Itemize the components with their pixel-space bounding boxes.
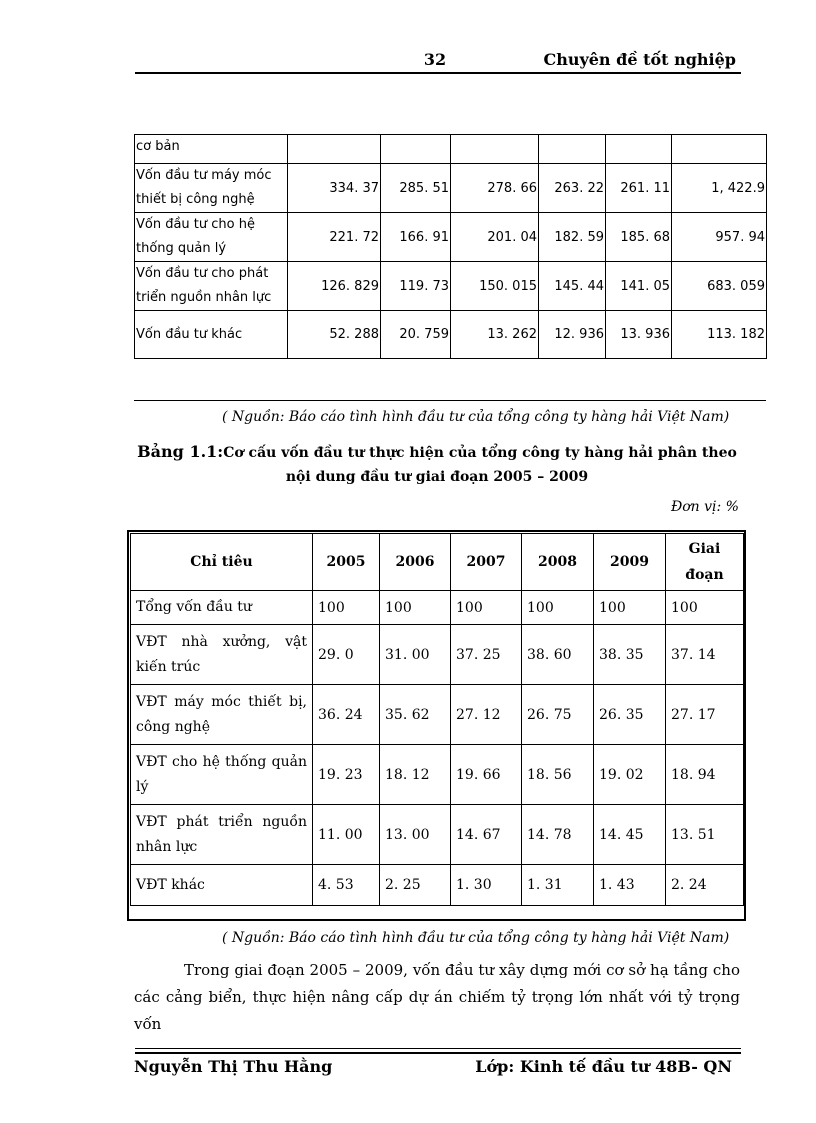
table-cell bbox=[451, 135, 539, 164]
row-label: cơ bản bbox=[135, 135, 288, 164]
table-cell: 12. 936 bbox=[539, 311, 606, 359]
table-row bbox=[131, 685, 744, 745]
table-cell: 37. 14 bbox=[666, 625, 744, 685]
table-cell: 119. 73 bbox=[381, 262, 451, 311]
row-label: Vốn đầu tư khác bbox=[135, 311, 288, 359]
paragraph-line: Trong giai đoạn 2005 – 2009, vốn đầu tư xây dựng mới cơ sở hạ tầng cho bbox=[184, 961, 740, 979]
table-header-row bbox=[131, 534, 744, 591]
column-header: 2006 bbox=[380, 534, 451, 591]
table-cell: 166. 91 bbox=[381, 213, 451, 262]
column-header: Chỉ tiêu bbox=[131, 534, 313, 591]
table-cell: 35. 62 bbox=[380, 685, 451, 745]
table-cell: 38. 60 bbox=[522, 625, 594, 685]
table-cell: 31. 00 bbox=[380, 625, 451, 685]
unit-label: Đơn vị: % bbox=[670, 499, 739, 515]
paragraph-line: các cảng biển, thực hiện nâng cấp dự án chiếm tỷ trọng lớn nhất với tỷ trọng vốn bbox=[134, 988, 740, 1033]
table-cell: 126. 829 bbox=[288, 262, 381, 311]
table-row bbox=[135, 213, 767, 262]
table-cell: 1. 30 bbox=[451, 865, 522, 906]
table-cell: 18. 56 bbox=[522, 745, 594, 805]
table-cell: 201. 04 bbox=[451, 213, 539, 262]
investment-structure-table bbox=[130, 533, 744, 906]
table-row bbox=[135, 311, 767, 359]
column-header: Giai đoạn bbox=[666, 534, 744, 591]
footer-rule bbox=[135, 1052, 741, 1054]
table-row bbox=[135, 262, 767, 311]
table-cell: 14. 67 bbox=[451, 805, 522, 865]
table-cell: 2. 25 bbox=[380, 865, 451, 906]
table-cell: 4. 53 bbox=[313, 865, 380, 906]
table-caption bbox=[134, 440, 740, 489]
row-label: VĐT máy móc thiết bị, công nghệ bbox=[131, 685, 313, 745]
table-cell: 100 bbox=[594, 591, 666, 625]
table-row bbox=[135, 164, 767, 213]
table-row bbox=[131, 591, 744, 625]
row-label: Vốn đầu tư cho hệ thống quản lý bbox=[135, 213, 288, 262]
table-cell: 36. 24 bbox=[313, 685, 380, 745]
table-row bbox=[131, 865, 744, 906]
body-paragraph bbox=[134, 957, 740, 1038]
header-rule bbox=[135, 72, 741, 74]
table-cell: 100 bbox=[666, 591, 744, 625]
table-cell: 150. 015 bbox=[451, 262, 539, 311]
table-cell bbox=[539, 135, 606, 164]
table-bottom-rule bbox=[134, 400, 766, 401]
table-cell: 13. 936 bbox=[606, 311, 672, 359]
table-cell: 1. 31 bbox=[522, 865, 594, 906]
table-cell: 37. 25 bbox=[451, 625, 522, 685]
table-cell: 278. 66 bbox=[451, 164, 539, 213]
row-label: VĐT khác bbox=[131, 865, 313, 906]
table-cell: 1. 43 bbox=[594, 865, 666, 906]
table-cell bbox=[606, 135, 672, 164]
column-header: 2005 bbox=[313, 534, 380, 591]
table-cell: 26. 75 bbox=[522, 685, 594, 745]
table-cell: 19. 66 bbox=[451, 745, 522, 805]
investment-capital-table bbox=[134, 134, 767, 359]
table-cell: 263. 22 bbox=[539, 164, 606, 213]
table-cell: 27. 17 bbox=[666, 685, 744, 745]
table-cell: 1, 422.9 bbox=[672, 164, 767, 213]
table-cell bbox=[288, 135, 381, 164]
document-title: Chuyên đề tốt nghiệp bbox=[543, 50, 736, 69]
table-cell: 13. 51 bbox=[666, 805, 744, 865]
caption-lead: Bảng 1.1: bbox=[137, 442, 224, 461]
table-cell bbox=[672, 135, 767, 164]
row-label: VĐT cho hệ thống quản lý bbox=[131, 745, 313, 805]
footer-rule bbox=[135, 1048, 741, 1049]
table-row bbox=[131, 625, 744, 685]
table-cell: 13. 00 bbox=[380, 805, 451, 865]
table-cell: 52. 288 bbox=[288, 311, 381, 359]
table-cell: 18. 12 bbox=[380, 745, 451, 805]
table-cell: 14. 45 bbox=[594, 805, 666, 865]
row-label: Vốn đầu tư máy móc thiết bị công nghệ bbox=[135, 164, 288, 213]
column-header: 2009 bbox=[594, 534, 666, 591]
table-cell: 285. 51 bbox=[381, 164, 451, 213]
table-row bbox=[131, 745, 744, 805]
table-cell: 334. 37 bbox=[288, 164, 381, 213]
table-cell: 957. 94 bbox=[672, 213, 767, 262]
table-cell: 19. 02 bbox=[594, 745, 666, 805]
table-cell: 14. 78 bbox=[522, 805, 594, 865]
table-cell: 683. 059 bbox=[672, 262, 767, 311]
column-header: 2008 bbox=[522, 534, 594, 591]
column-header: 2007 bbox=[451, 534, 522, 591]
table-cell: 11. 00 bbox=[313, 805, 380, 865]
table-cell: 100 bbox=[522, 591, 594, 625]
row-label: Tổng vốn đầu tư bbox=[131, 591, 313, 625]
table1-source-note: ( Nguồn: Báo cáo tình hình đầu tư của tổng công ty hàng hải Việt Nam) bbox=[222, 409, 730, 425]
table-cell: 19. 23 bbox=[313, 745, 380, 805]
page-number: 32 bbox=[423, 50, 447, 69]
table-cell: 100 bbox=[380, 591, 451, 625]
table-cell: 38. 35 bbox=[594, 625, 666, 685]
table-row bbox=[131, 805, 744, 865]
row-label: VĐT nhà xưởng, vật kiến trúc bbox=[131, 625, 313, 685]
table-row bbox=[135, 135, 767, 164]
table-cell: 26. 35 bbox=[594, 685, 666, 745]
table-cell: 100 bbox=[451, 591, 522, 625]
caption-text: Cơ cấu vốn đầu tư thực hiện của tổng công ty hàng hải phân theo nội dung đầu tư giai đoạn 2005 – 2009 bbox=[223, 445, 737, 485]
table-cell: 113. 182 bbox=[672, 311, 767, 359]
table-cell: 141. 05 bbox=[606, 262, 672, 311]
class-name: Lớp: Kinh tế đầu tư 48B- QN bbox=[475, 1057, 732, 1076]
table-cell: 100 bbox=[313, 591, 380, 625]
table-cell: 20. 759 bbox=[381, 311, 451, 359]
table-cell: 27. 12 bbox=[451, 685, 522, 745]
table-cell: 185. 68 bbox=[606, 213, 672, 262]
table-cell: 145. 44 bbox=[539, 262, 606, 311]
table-cell bbox=[381, 135, 451, 164]
table-cell: 18. 94 bbox=[666, 745, 744, 805]
table-cell: 261. 11 bbox=[606, 164, 672, 213]
table-cell: 2. 24 bbox=[666, 865, 744, 906]
table-cell: 29. 0 bbox=[313, 625, 380, 685]
table-cell: 182. 59 bbox=[539, 213, 606, 262]
author-name: Nguyễn Thị Thu Hằng bbox=[134, 1057, 333, 1076]
table-cell: 221. 72 bbox=[288, 213, 381, 262]
table-cell: 13. 262 bbox=[451, 311, 539, 359]
row-label: Vốn đầu tư cho phát triển nguồn nhân lực bbox=[135, 262, 288, 311]
row-label: VĐT phát triển nguồn nhân lực bbox=[131, 805, 313, 865]
table2-source-note: ( Nguồn: Báo cáo tình hình đầu tư của tổng công ty hàng hải Việt Nam) bbox=[222, 930, 730, 946]
